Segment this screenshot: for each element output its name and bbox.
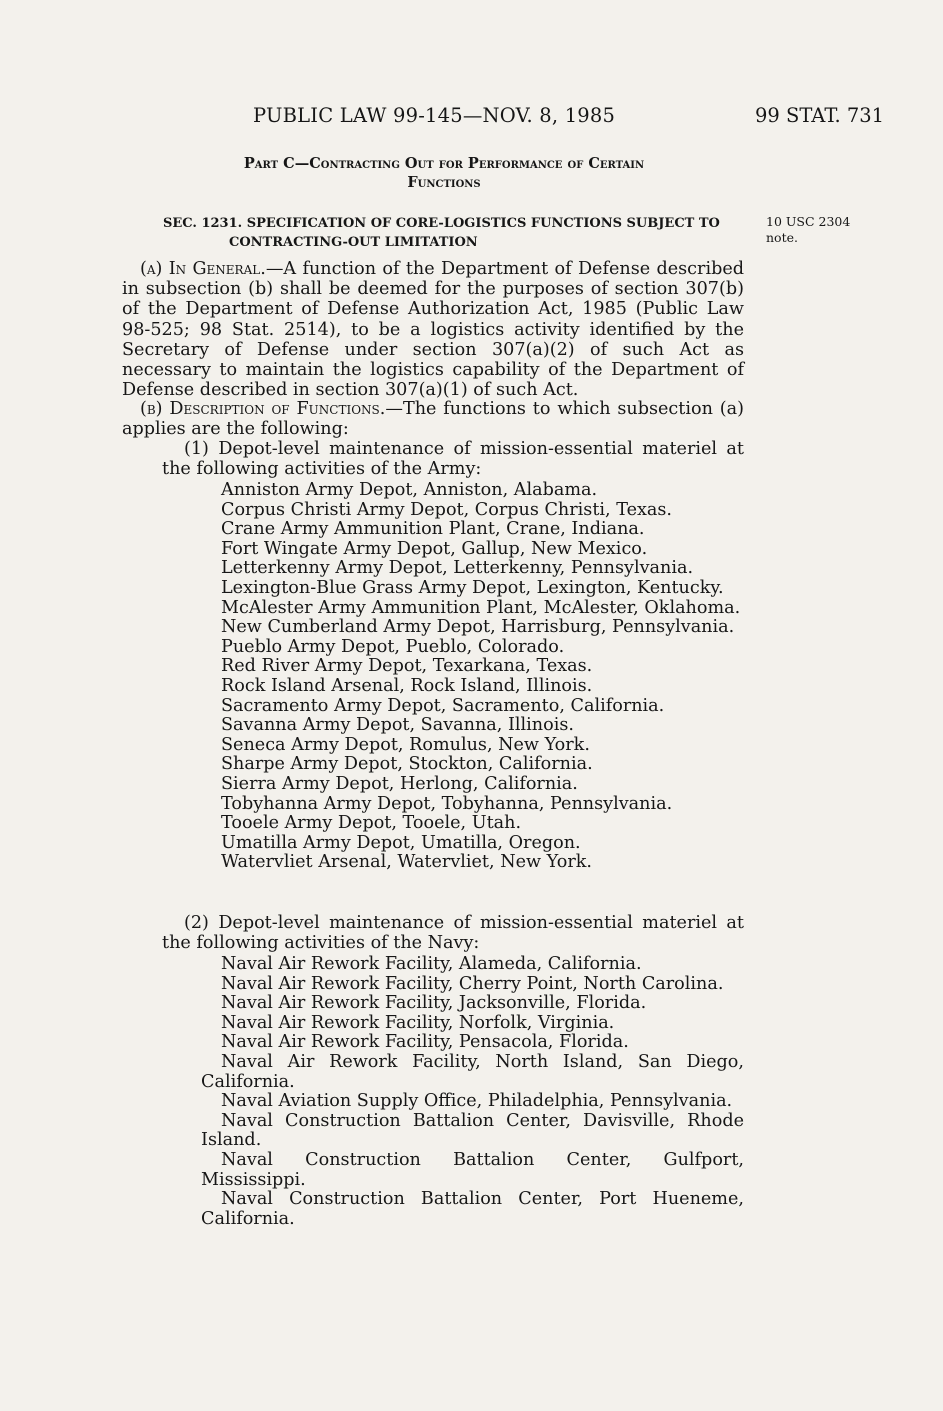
list-item: Naval Air Rework Facility, Jacksonville, Florida. — [221, 993, 647, 1014]
list-item: Anniston Army Depot, Anniston, Alabama. — [221, 480, 598, 500]
margin-note — [766, 214, 850, 246]
list-item: Sierra Army Depot, Herlong, California. — [221, 773, 578, 794]
list-item: Naval Air Rework Facility, Pensacola, Florida. — [221, 1032, 629, 1053]
list-item: Naval Air Rework Facility, Cherry Point, North Carolina. — [221, 973, 724, 994]
subsection-b-text: —The functions to which subsection (a) applies are the following: — [122, 399, 744, 440]
list-item: Tobyhanna Army Depot, Tobyhanna, Pennsylvania. — [221, 793, 673, 814]
list-item: Pueblo Army Depot, Pueblo, Colorado. — [221, 636, 565, 657]
list-item: Savanna Army Depot, Savanna, Illinois. — [221, 715, 574, 736]
page-number: 99 STAT. 731 — [755, 104, 885, 127]
list-item: Tooele Army Depot, Tooele, Utah. — [221, 813, 522, 834]
list-item: Naval Air Rework Facility, Alameda, California. — [221, 954, 642, 974]
list-item: Naval Aviation Supply Office, Philadelphia, Pennsylvania. — [221, 1091, 733, 1112]
list-item: Corpus Christi Army Depot, Corpus Christi, Texas. — [221, 499, 673, 520]
list-item: Watervliet Arsenal, Watervliet, New York. — [221, 852, 592, 873]
list-item: Naval Construction Battalion Center, Gulfport, Mississippi. — [201, 1149, 744, 1190]
list-item: New Cumberland Army Depot, Harrisburg, Pennsylvania. — [221, 617, 735, 638]
list-item: Sharpe Army Depot, Stockton, California. — [221, 754, 593, 775]
navy-activities-list — [201, 955, 744, 1229]
list-item: Seneca Army Depot, Romulus, New York. — [221, 734, 590, 755]
subsection-a-heading: (a) In General. — [140, 259, 266, 279]
section-heading — [163, 214, 753, 252]
list-item: Sacramento Army Depot, Sacramento, California. — [221, 695, 665, 716]
part-title-line-1: Part C—Contracting Out for Performance of Certain — [243, 155, 645, 172]
page-header-title: PUBLIC LAW 99-145—NOV. 8, 1985 — [253, 104, 616, 127]
part-title — [150, 154, 738, 192]
list-item: Lexington-Blue Grass Army Depot, Lexington, Kentucky. — [221, 577, 724, 598]
list-item: Red River Army Depot, Texarkana, Texas. — [221, 656, 593, 677]
section-heading-line-1: SEC. 1231. SPECIFICATION OF CORE-LOGISTICS FUNCTIONS SUBJECT TO — [163, 216, 720, 231]
subsection-b — [122, 399, 744, 439]
army-intro: (1) Depot-level maintenance of mission-essential materiel at the following activities of the Army: — [162, 439, 744, 480]
list-item: Fort Wingate Army Depot, Gallup, New Mexico. — [221, 538, 648, 559]
list-item: Crane Army Ammunition Plant, Crane, Indiana. — [221, 519, 645, 540]
list-item: Umatilla Army Depot, Umatilla, Oregon. — [221, 832, 581, 853]
list-item: Naval Construction Battalion Center, Davisville, Rhode Island. — [201, 1110, 744, 1151]
subsection-b-heading: (b) Description of Functions. — [140, 399, 386, 419]
list-item: Letterkenny Army Depot, Letterkenny, Pennsylvania. — [221, 558, 694, 579]
list-item: Naval Air Rework Facility, Norfolk, Virginia. — [221, 1012, 615, 1033]
subsection-a — [122, 259, 744, 400]
navy-intro: (2) Depot-level maintenance of mission-essential materiel at the following activities of the Navy: — [162, 913, 744, 954]
section-heading-line-2: CONTRACTING-OUT LIMITATION — [229, 235, 478, 250]
list-item: Naval Air Rework Facility, North Island, San Diego, California. — [201, 1051, 744, 1092]
margin-note-line-1: 10 USC 2304 — [766, 214, 851, 229]
army-activities-list — [201, 481, 744, 873]
list-item: Rock Island Arsenal, Rock Island, Illinois. — [221, 675, 593, 696]
part-title-line-2: Functions — [407, 174, 481, 191]
list-item: Naval Construction Battalion Center, Port Hueneme, California. — [201, 1189, 744, 1229]
list-item: McAlester Army Ammunition Plant, McAlester, Oklahoma. — [221, 597, 741, 618]
margin-note-line-2: note. — [766, 230, 798, 245]
subsection-a-text: —A function of the Department of Defense described in subsection (b) shall be deemed for the purposes of section 307(b) of the Department of Defense Authorization Act, 1985 (Public Law 98-525; 98 Stat. 2514), to be a logistics activity identified by the Secretary of Defense under section 307(a)(2) of such Act as necessary to maintain the logistics capability of the Department of Defense described in section 307(a)(1) of such Act. — [122, 259, 745, 401]
